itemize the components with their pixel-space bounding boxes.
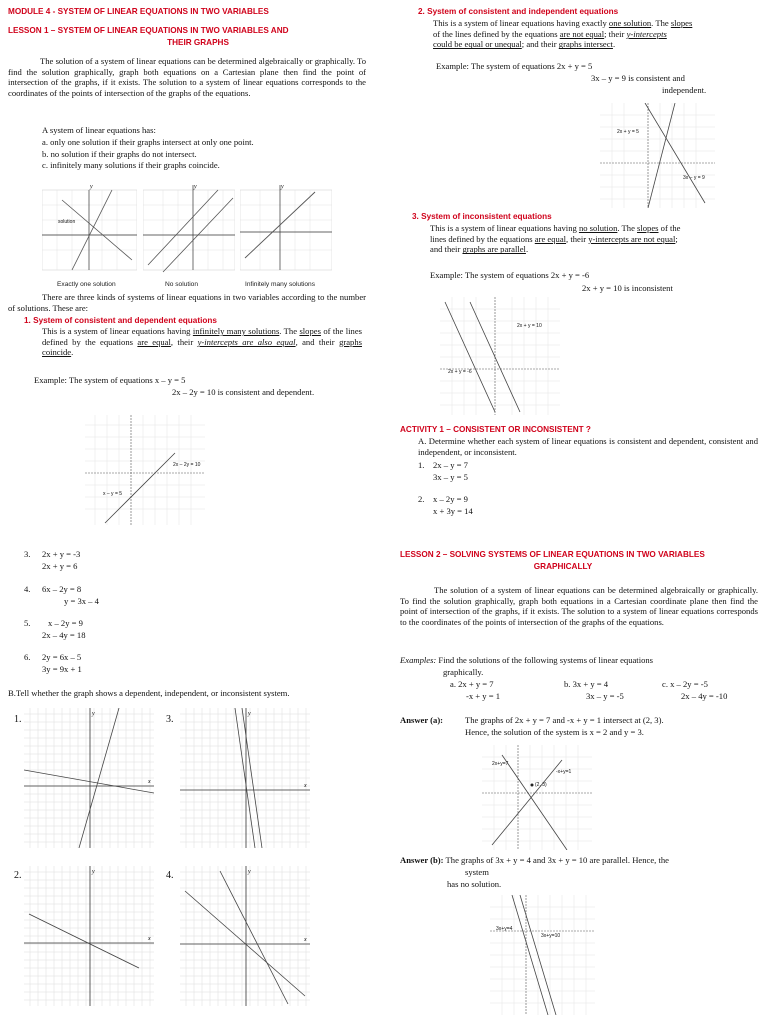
has-b: b. no solution if their graphs do not intersect. xyxy=(42,149,197,159)
svg-text:y: y xyxy=(194,184,197,190)
kind3-graph-label2: 2x + y = -6 xyxy=(448,369,472,375)
answer-b-graph-label1: 3x+y=4 xyxy=(496,926,513,932)
graph-caption-no-solution: No solution xyxy=(165,281,198,288)
item-3-eq2: 2x + y = 6 xyxy=(42,561,78,571)
answer-b-graph-label2: 3x+y=10 xyxy=(541,933,561,939)
activity-title: ACTIVITY 1 – CONSISTENT OR INCONSISTENT ? xyxy=(400,425,591,434)
has-c: c. infinitely many solutions if their graphs coincide. xyxy=(42,160,220,170)
kind3-desc: This is a system of linear equations having no solution. The slopes of the lines defined by the equations are equal, their y-intercepts are not equal; and their graphs are parallel. xyxy=(430,223,681,255)
has-a: a. only one solution if their graphs intersect at only one point. xyxy=(42,137,254,147)
graph-b1-number: 1. xyxy=(14,714,22,725)
activity-item-1-eq2: 3x – y = 5 xyxy=(433,472,468,482)
graph-b4 xyxy=(180,866,310,1006)
kind2-graph-label1: 2x + y = 5 xyxy=(617,129,639,135)
kind2-title: 2. System of consistent and independent equations xyxy=(418,7,619,16)
graph-no-solution xyxy=(143,180,235,280)
item-5-number: 5. xyxy=(24,618,31,628)
kind1-graph-label2: x – y = 5 xyxy=(103,491,123,497)
lesson2-title-line2: GRAPHICALLY xyxy=(533,562,593,571)
kind2-desc: This is a system of linear equations having exactly one solution. The slopes of the lines defined by the equations are not equal; their y-intercepts could be equal or unequal; and their graphs intersect. xyxy=(433,18,693,50)
kind1-example2: 2x – 2y = 10 is consistent and dependent. xyxy=(172,387,315,397)
svg-text:y: y xyxy=(92,869,95,875)
kind1-title: 1. System of consistent and dependent equations xyxy=(24,316,217,325)
lesson1-title-line1: LESSON 1 – SYSTEM OF LINEAR EQUATIONS IN TWO VARIABLES AND xyxy=(8,26,289,35)
item-6-eq2: 3y = 9x + 1 xyxy=(42,664,82,674)
item-4-number: 4. xyxy=(24,584,31,594)
svg-text:x: x xyxy=(304,783,307,789)
answer-a-line2: Hence, the solution of the system is x = 2 and y = 3. xyxy=(465,727,644,737)
graph-caption-infinitely-many: Infinitely many solutions xyxy=(245,281,316,288)
activity-item-2-number: 2. xyxy=(418,494,425,504)
item-3-number: 3. xyxy=(24,549,31,559)
svg-text:y: y xyxy=(90,184,93,190)
answer-a-label: Answer (a): xyxy=(400,715,444,725)
activity-item-1-eq1: 2x – y = 7 xyxy=(433,460,468,470)
item-5-eq2: 2x – 4y = 18 xyxy=(42,630,86,640)
graph-b2-number: 2. xyxy=(14,870,22,881)
activity-item-2-eq2: x + 3y = 14 xyxy=(433,506,473,516)
answer-b-line3: has no solution. xyxy=(447,879,502,889)
module-title: MODULE 4 - SYSTEM OF LINEAR EQUATIONS IN TWO VARIABLES xyxy=(8,7,269,16)
lesson2-title-line1: LESSON 2 – SOLVING SYSTEMS OF LINEAR EQUATIONS IN TWO VARIABLES xyxy=(400,550,705,559)
item-6-number: 6. xyxy=(24,652,31,662)
answer-a-graph-label3: (2, 3) xyxy=(535,782,547,788)
svg-text:x: x xyxy=(304,937,307,943)
graph-exactly-one xyxy=(42,180,137,280)
svg-text:y: y xyxy=(248,869,251,875)
example-b-eq1: b. 3x + y = 4 xyxy=(564,679,609,689)
answer-a-graph-label1: 2x+y=7 xyxy=(492,761,509,767)
intro-paragraph: The solution of a system of linear equations can be determined algebraically or graphically. To find the solution graphically, graph both equations on a Cartesian plane then find the point of intersection of the graphs, if it exists. The solution to a system of linear equations corresponds to the coordinates of the points of intersection of the graphs of the equations. xyxy=(8,56,366,99)
kind2-example1: Example: The system of equations 2x + y = 5 xyxy=(436,61,593,71)
lesson1-title-line2: THEIR GRAPHS xyxy=(167,38,229,47)
activity-item-1-number: 1. xyxy=(418,460,425,470)
graph-b4-number: 4. xyxy=(166,870,174,881)
graph-caption-exactly-one: Exactly one solution xyxy=(57,281,116,288)
example-c-eq2: 2x – 4y = -10 xyxy=(681,691,728,701)
graph-b1 xyxy=(24,708,154,848)
kind1-example: Example: The system of equations x – y = 5 xyxy=(34,375,186,385)
svg-text:y: y xyxy=(281,184,284,190)
svg-text:y: y xyxy=(248,711,251,717)
example-c-eq1: c. x – 2y = -5 xyxy=(662,679,708,689)
example-a-eq2: -x + y = 1 xyxy=(466,691,501,701)
answer-a-line1: The graphs of 2x + y = 7 and -x + y = 1 intersect at (2, 3). xyxy=(465,715,664,725)
examples-line: Examples: Find the solutions of the following systems of linear equations xyxy=(400,655,654,665)
graph-inconsistent xyxy=(440,297,560,415)
graph-b2 xyxy=(24,866,154,1006)
graph-answer-b xyxy=(490,895,595,1015)
item-6-eq1: 2y = 6x – 5 xyxy=(42,652,82,662)
kind3-example1: Example: The system of equations 2x + y = -6 xyxy=(430,270,590,280)
activity-instruction: A. Determine whether each system of linear equations is consistent and dependent, consistent and independent, or inconsistent. xyxy=(418,436,758,457)
kinds-paragraph: There are three kinds of systems of linear equations in two variables according to the number of solutions. These are: xyxy=(8,292,366,313)
svg-text:y: y xyxy=(92,711,95,717)
has-intro: A system of linear equations has: xyxy=(42,125,156,135)
part-b-instruction: B.Tell whether the graph shows a dependent, independent, or inconsistent system. xyxy=(8,688,290,698)
example-b-eq2: 3x – y = -5 xyxy=(586,691,624,701)
activity-item-2-eq1: x – 2y = 9 xyxy=(433,494,468,504)
kind3-title: 3. System of inconsistent equations xyxy=(412,212,552,221)
svg-text:x: x xyxy=(148,936,151,942)
item-3-eq1: 2x + y = -3 xyxy=(42,549,81,559)
lesson2-intro: The solution of a system of linear equations can be determined algebraically or graphically. To find the solution graphically, graph both equations in a Cartesian coordinate plane then find the point of intersection of the graphs, if it exists. The solution to a system of linear equations corresponds to the coordinates of the points of intersection of the graphs of the equations. xyxy=(400,585,758,628)
graph-infinitely-many xyxy=(240,180,332,280)
answer-a-graph-label2: -x+y=1 xyxy=(556,769,572,775)
graph-consistent-independent xyxy=(600,103,715,208)
example-a-eq1: a. 2x + y = 7 xyxy=(450,679,494,689)
graph-label-solution: solution xyxy=(58,219,76,225)
examples-line2: graphically. xyxy=(443,667,484,677)
graph-consistent-dependent xyxy=(85,415,205,525)
kind3-graph-label1: 2x + y = 10 xyxy=(517,323,542,329)
item-4-eq1: 6x – 2y = 8 xyxy=(42,584,82,594)
kind1-desc: This is a system of linear equations having infinitely many solutions. The slopes of the lines defined by the equations are equal, their y-intercepts are also equal, and their graphs coincide. xyxy=(42,326,362,358)
kind2-graph-label2: 3x – y = 9 xyxy=(683,175,705,181)
kind2-example2: 3x – y = 9 is consistent and xyxy=(591,73,685,83)
graph-b3 xyxy=(180,708,310,848)
kind2-example3: independent. xyxy=(662,85,707,95)
svg-text:x: x xyxy=(148,779,151,785)
item-5-eq1: x – 2y = 9 xyxy=(48,618,83,628)
answer-b-line2: system xyxy=(465,867,489,877)
kind3-example2: 2x + y = 10 is inconsistent xyxy=(582,283,673,293)
graph-b3-number: 3. xyxy=(166,714,174,725)
kind1-graph-label1: 2x – 2y = 10 xyxy=(173,462,201,468)
answer-b-line1: Answer (b): The graphs of 3x + y = 4 and 3x + y = 10 are parallel. Hence, the xyxy=(400,855,669,865)
item-4-eq2: y = 3x – 4 xyxy=(64,596,99,606)
